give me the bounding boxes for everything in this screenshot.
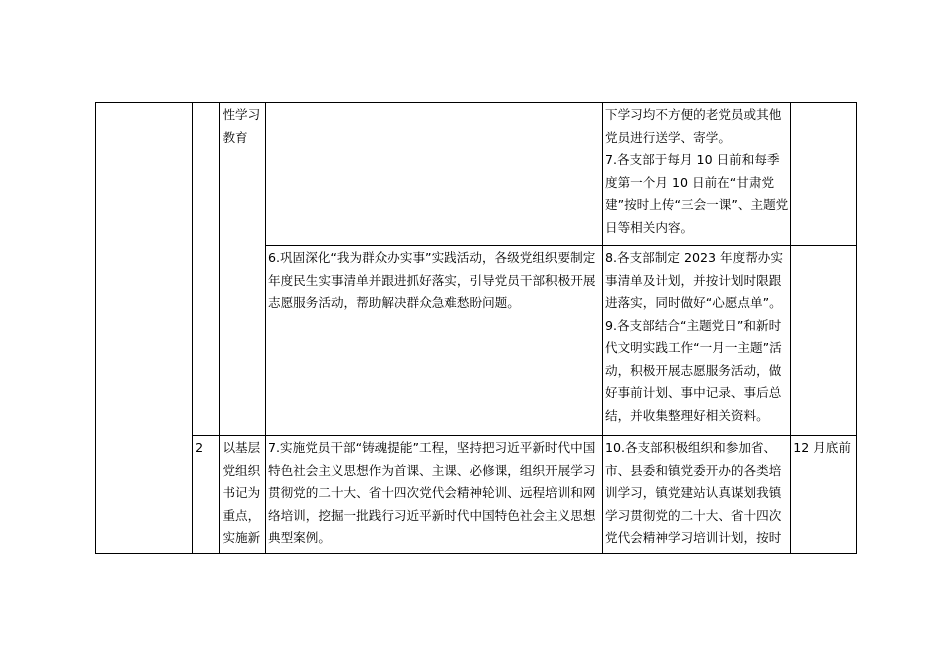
table-cell-blank — [96, 103, 193, 554]
work-plan-table — [95, 102, 857, 554]
table-cell-number — [193, 436, 220, 554]
task-item: 8.各支部制定 2023 年度帮办实事清单及计划，并按计划时限跟进落实，同时做好“心愿点单”。 — [604, 250, 783, 310]
task-item: 9.各支部结合“主题党日”和新时代文明实践工作“一月一主题”活动，积极开展志愿服务活动，做好事前计划、事中记录、事后总结，并收集整理好相关资料。 — [604, 317, 782, 423]
table-row — [96, 103, 857, 246]
table-cell-number — [193, 103, 220, 436]
task-item: 10.各支部积极组织和参加省、市、县委和镇党委开办的各类培训学习，镇党建站认真谋划我镇学习贯彻党的二十大、省十四次党代会精神学习培训计划，按时 — [604, 440, 782, 545]
task-item: 下学习均不方便的老党员或其他党员进行送学、寄学。 — [604, 107, 782, 145]
table-cell-content — [265, 436, 602, 554]
table-cell-tasks — [602, 103, 790, 246]
table-cell-deadline — [791, 436, 857, 554]
table-cell-content — [265, 246, 602, 436]
table-cell-tasks — [602, 436, 790, 554]
table-cell-category — [220, 103, 266, 436]
content-text: 7.实施党员干部“铸魂提能”工程，坚持把习近平新时代中国特色社会主义思想作为首课、主课、必修课，组织开展学习贯彻党的二十大、省十四次党代会精神轮训、远程培训和网络培训，挖掘一批践行习近平新时代中国特色社会主义思想典型案例。 — [267, 440, 596, 545]
table-cell-content — [265, 103, 602, 246]
category-text: 以基层党组织书记为重点，实施新 — [222, 440, 261, 545]
table-row — [96, 436, 857, 554]
table-cell-category — [220, 436, 266, 554]
row-number: 2 — [195, 440, 204, 455]
deadline-text: 12 月底前 — [793, 440, 851, 455]
category-text: 性学习教育 — [222, 107, 261, 145]
content-text: 6.巩固深化“我为群众办实事”实践活动，各级党组织要制定年度民生实事清单并跟进抓好落实，引导党员干部积极开展志愿服务活动，帮助解决群众急难愁盼问题。 — [267, 250, 596, 310]
table-cell-deadline — [791, 246, 857, 436]
table-cell-deadline — [791, 103, 857, 246]
table-cell-tasks — [602, 246, 790, 436]
task-item: 7.各支部于每月 10 日前和每季度第一个月 10 日前在“甘肃党建”按时上传“三会一课”、主题党日等相关内容。 — [604, 152, 789, 235]
